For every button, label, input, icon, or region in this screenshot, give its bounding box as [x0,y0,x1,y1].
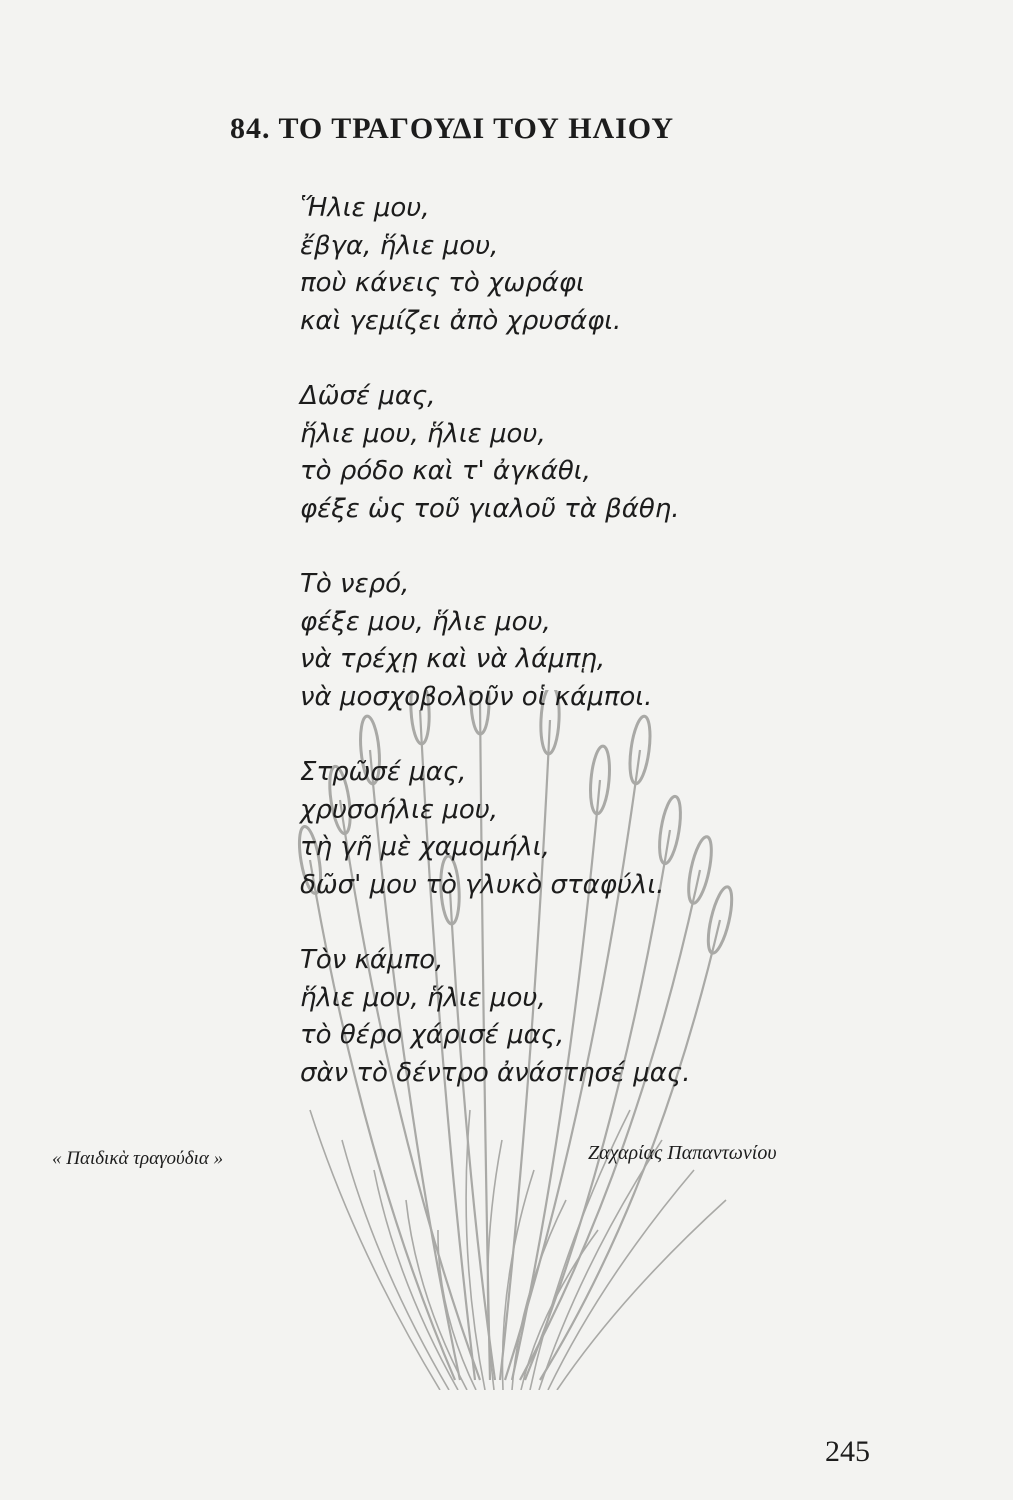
poem-line: ἔβγα, ἥλιε μου, [300,230,499,261]
stanza [300,566,690,716]
poem-line: ἥλιε μου, ἥλιε μου, [300,418,546,449]
poem-line: δῶσ' μου τὸ γλυκὸ σταφύλι. [300,869,665,900]
poem-line: ποὺ κάνεις τὸ χωράφι [300,268,585,298]
stanza [300,378,690,528]
poem-line: ἥλιε μου, ἥλιε μου, [300,982,546,1013]
stanza [300,942,690,1092]
poem-line: τὸ ρόδο καὶ τ' ἀγκάθι, [300,456,591,486]
poem-line: Στρῶσέ μας, [300,757,467,787]
poem-title [230,112,674,146]
poem-line: φέξε μου, ἥλιε μου, [300,606,551,637]
poem-line: Τὸν κάμπο, [300,945,444,975]
poem-line: τὸ θέρο χάρισέ μας, [300,1020,565,1050]
stanza [300,190,690,340]
poem-line: τὴ γῆ μὲ χαμομήλι, [300,832,550,862]
poem-line: Ἥλιε μου, [300,193,430,223]
poem-line: χρυσοήλιε μου, [300,794,499,825]
poem-line: φέξε ὡς τοῦ γιαλοῦ τὰ βάθη. [300,493,680,524]
stanza [300,754,690,904]
poem-number: 84. [230,112,271,145]
poem-line: καὶ γεμίζει ἀπὸ χρυσάφι. [300,305,622,336]
poem-line: νὰ μοσχοβολοῦν οἱ κάμποι. [300,681,653,712]
poem-line: νὰ τρέχῃ καὶ νὰ λάμπῃ, [300,644,606,674]
poem-line: Δῶσέ μας, [300,381,436,411]
poem-line: σὰν τὸ δέντρο ἀνάστησέ μας. [300,1057,691,1088]
author-name: Ζαχαρίας Παπαντωνίου [588,1142,777,1164]
poem-line: Τὸ νερό, [300,569,410,599]
poem-heading: ΤΟ ΤΡΑΓΟΥΔΙ ΤΟΥ ΗΛΙΟΥ [278,112,675,145]
source-citation: « Παιδικὰ τραγούδια » [52,1148,224,1169]
poem-body [300,190,690,1130]
page-number: 245 [825,1435,870,1468]
